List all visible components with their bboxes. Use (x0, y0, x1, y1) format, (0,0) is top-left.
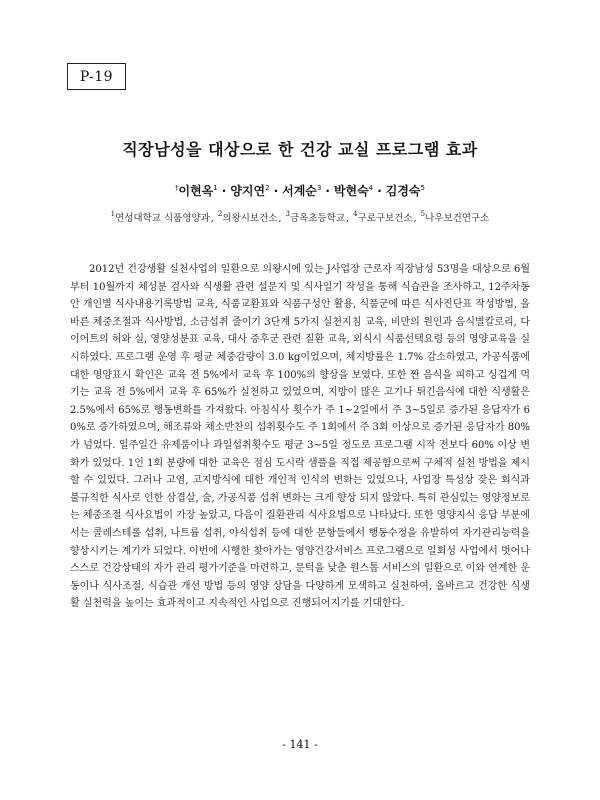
affiliation: $^3$금옥초등학교 (285, 210, 346, 224)
author-list (0, 182, 600, 199)
page-number: - 141 - (282, 738, 318, 751)
author-name: 이현옥 (178, 184, 214, 198)
author (175, 184, 218, 198)
author-separator: · (325, 184, 330, 198)
abstract-body: 2012년 건강생활 실천사업의 일환으로 의왕시에 있는 J사업장 근로자 직장남성 53명을 대상으로 6월부터 10월까지 체성분 검사와 식생활 관련 설문지 및 식사일기 작성을 통해 식습관을 조사하고, 12주차동안 개인별 식사내용기록방법 교육, 식품교환표와 식품구성안 활용, 식품군에 따른 식사진단표 작성방법, 올바른 체중조절과 식사방법, 소금섭취 줄이기 3단계 5가지 실천지침 교육, 비만의 원인과 음식별칼로리, 다이어트의 허와 실, 영양성분표 교육, 대사 증후군 관련 질환 교육, 외식시 식품선택요령 등의 영양교육을 실시하였다. 프로그램 운영 후 평균 체중감량이 3.0 kg이었으며, 체지방률은 1.7% 감소하였고, 가공식품에 대한 영양표시 확인은 교육 전 5%에서 교육 후 100%의 향상을 보였다. 또한 짠 음식을 피하고 싱겁게 먹기는 교육 전 5%에서 교육 후 65%가 실천하고 있었으며, 지방이 많은 고기나 튀긴음식에 대한 식생활은 2.5%에서 65%로 행동변화를 가져왔다. 아침식사 횟수가 주 1~2일에서 주 3~5일로 증가된 응답자가 60%로 증가하였으며, 해조류와 채소반찬의 섭취횟수도 주 1회에서 주 3회 이상으로 증가된 응답자가 80%가 넘었다. 일주일간 유제품이나 과일섭취횟수도 평균 3~5일 정도로 프로그램 시작 전보다 60% 이상 변화가 있었다. 1인 1회 분량에 대한 교육은 점심 도시락 샘플을 직접 제공함으로써 구체적 실천 방법을 제시할 수 있었다. 그러나 고염, 고지방식에 대한 개인적 인식의 변화는 있었으나, 사업장 특성상 잦은 회식과 불규칙한 식사로 인한 삼겹살, 술, 가공식품 섭취 변화는 크게 향상 되지 않았다. 특히 관심있는 영양정보로는 체중조절 식사요법이 가장 높았고, 다음이 질환관리 식사요법으로 나타났다. 또한 영양지식 응답 부분에서는 콜레스테롤 섭취, 나트륨 섭취, 야식섭취 등에 대한 문항들에서 행동수정을 유발하여 자기관리능력을 향상시키는 계기가 되었다. 이번에 시행한 찾아가는 영양건강서비스 프로그램으로 일회성 사업에서 벗어나 스스로 건강상태의 자가 관리 평가기준을 마련하고, 문턱을 낮춘 원스톱 서비스의 일환으로 이와 연계한 운동이나 식사조절, 식습관 개선 방법 등의 영양 상담을 다양하게 모색하고 실천하여, 올바르고 건강한 식생활 실천력을 높이는 효과적이고 지속적인 사업으로 진행되어지기를 기대한다. (70, 264, 531, 610)
author (230, 184, 269, 198)
affiliation: $^4$구로구보건소 (353, 210, 413, 224)
author-affil-ref: 2 (265, 184, 270, 192)
author (282, 184, 321, 198)
author-name: 박현숙 (333, 184, 369, 198)
author (386, 184, 425, 198)
corresponding-mark: † (175, 184, 179, 192)
affiliation: $^1$연성대학교 식품영양과 (110, 210, 210, 224)
author-separator: · (273, 184, 279, 198)
author-name: 김경숙 (385, 184, 421, 198)
author-name: 서계순 (282, 184, 317, 198)
author-affil-ref: 1 (213, 184, 218, 192)
author-separator: · (377, 184, 382, 198)
author-separator: · (221, 184, 227, 198)
author-name: 양지연 (230, 184, 266, 198)
affiliation-list: $^1$연성대학교 식품영양과, $^2$의왕시보건소, $^3$금옥초등학교, $^4$구로구보건소, $^5$나우보건연구소 (110, 210, 490, 224)
affiliation: $^2$의왕시보건소 (217, 210, 278, 224)
author (334, 184, 373, 198)
author-affil-ref: 4 (368, 184, 374, 192)
paper-title: 직장남성을 대상으로 한 건강 교실 프로그램 효과 (122, 140, 478, 159)
poster-label (67, 63, 126, 90)
affiliation: $^5$나우보건연구소 (420, 210, 490, 224)
author-affil-ref: 3 (316, 184, 322, 192)
author-affil-ref: 5 (420, 184, 425, 192)
poster-label-text: P-19 (79, 68, 114, 85)
